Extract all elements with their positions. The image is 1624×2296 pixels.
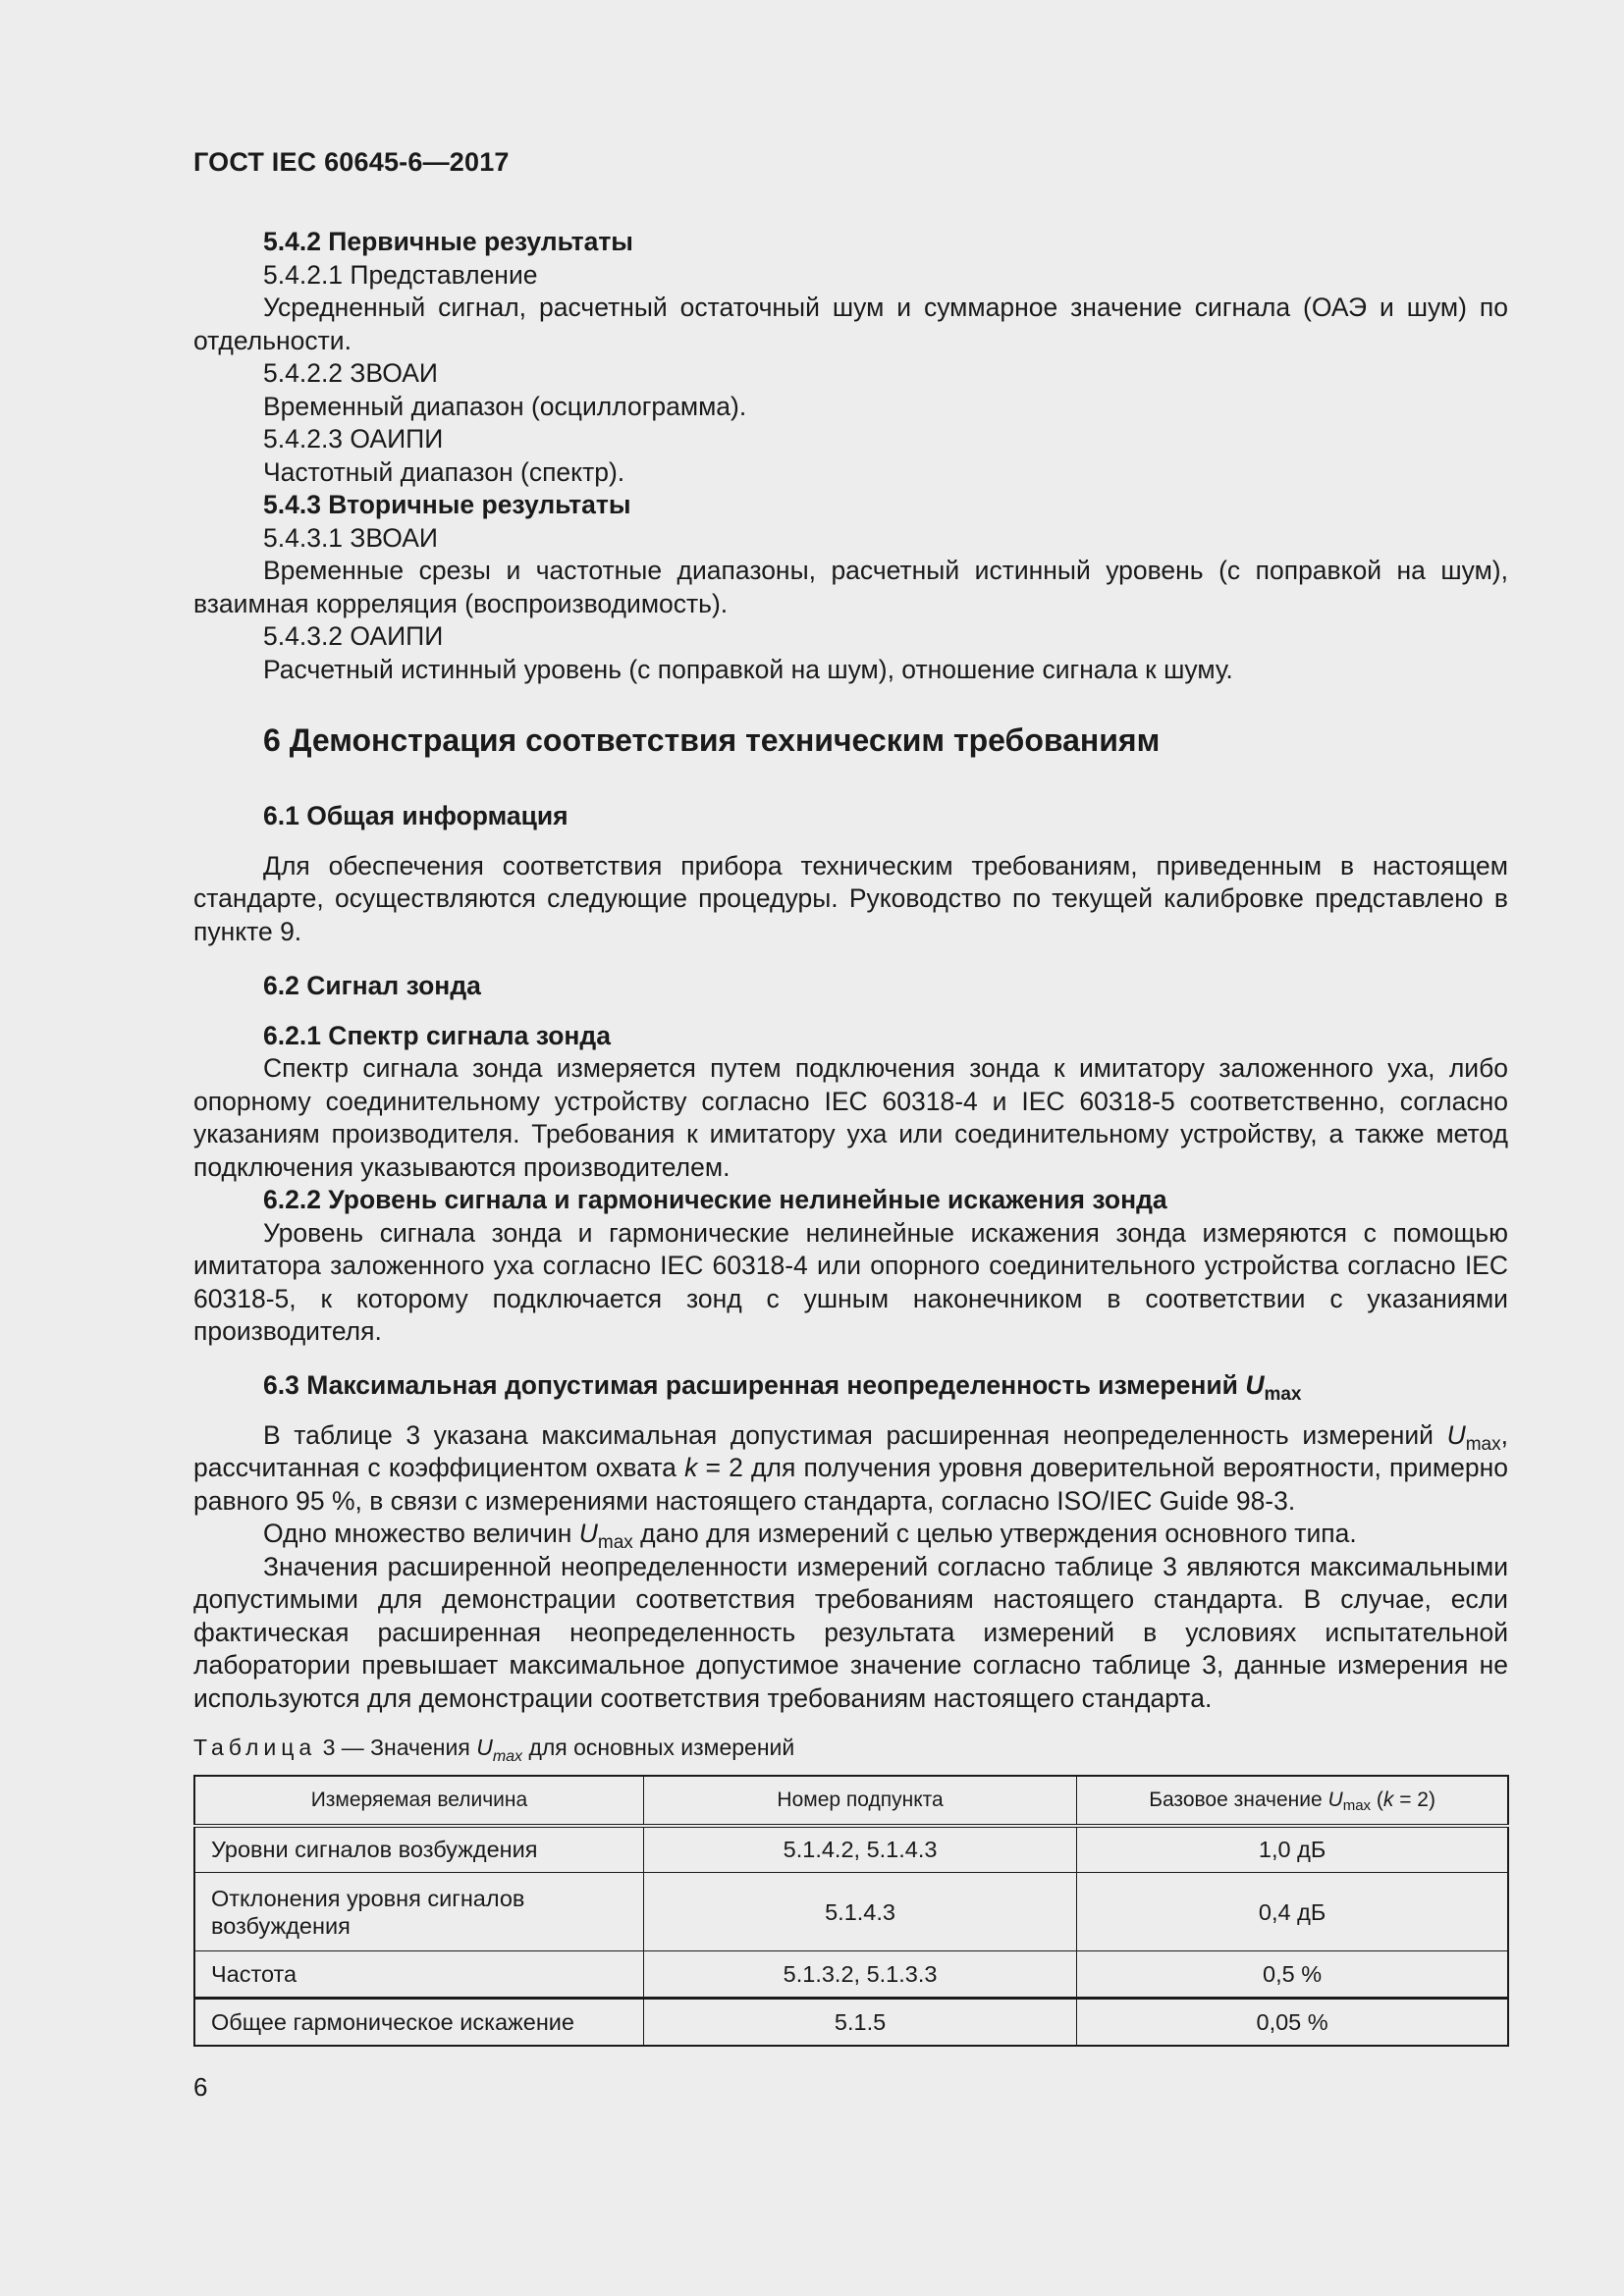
- umax-symbol: U: [476, 1735, 493, 1760]
- cell-quantity: Общее гармоническое искажение: [194, 1999, 643, 2046]
- section-6-3: [193, 1369, 1508, 1715]
- subsection-title: 5.4.2.2 ЗВОАИ: [263, 358, 438, 388]
- cell-clause: 5.1.4.2, 5.1.4.3: [643, 1826, 1076, 1873]
- umax-symbol: U: [1245, 1370, 1265, 1400]
- header-cell-value: [1077, 1776, 1508, 1826]
- table-row: [194, 1999, 1508, 2046]
- subsection-title: 6.2.1 Спектр сигнала зонда: [263, 1020, 611, 1050]
- paragraph-text: В таблице 3 указана максимальная допустимая расширенная неопределенность измерений: [263, 1419, 1447, 1450]
- paragraph: Усредненный сигнал, расчетный остаточный шум и суммарное значение сигнала (ОАЭ и шум) по отдельности.: [193, 293, 1508, 355]
- section-6-1: [193, 800, 1508, 948]
- subsection-title: 5.4.2.1 Представление: [263, 259, 538, 290]
- section-title: 6.1 Общая информация: [263, 801, 568, 830]
- paragraph: Расчетный истинный уровень (с поправкой на шум), отношение сигнала к шуму.: [263, 654, 1233, 684]
- k-symbol: k: [684, 1453, 698, 1482]
- paragraph: Значения расширенной неопределенности измерений согласно таблице 3 являются максимальными допустимыми для демонстрации соответствия требованиям настоящего стандарта. В случае, если фактическая расширенная неопределенность результата измерений в условиях испытательной лаборатории превышает максимальное допустимое значение согласно таблице 3, данные измерения не используются для демонстрации соответствия требованиям настоящего стандарта.: [193, 1551, 1508, 1713]
- paragraph: [193, 1419, 1508, 1519]
- header-cell-clause: Номер подпункта: [643, 1776, 1076, 1826]
- table-header-row: [194, 1776, 1508, 1826]
- caption-word: Таблица: [193, 1735, 317, 1760]
- cell-clause: 5.1.3.2, 5.1.3.3: [643, 1951, 1076, 1999]
- umax-symbol: U: [1446, 1419, 1466, 1450]
- paragraph-text: Одно множество величин: [263, 1519, 579, 1548]
- paragraph-text: , рассчитанная с коэффициентом охвата: [193, 1419, 1508, 1482]
- umax-subscript: max: [1264, 1384, 1302, 1405]
- page-number: 6: [193, 2072, 208, 2102]
- header-text: = 2): [1393, 1788, 1435, 1811]
- section-title: 5.4.3 Вторичные результаты: [263, 490, 631, 519]
- paragraph: Уровень сигнала зонда и гармонические нелинейные искажения зонда измеряются с помощью имитатора заложенного уха согласно IEC 60318-4 или опорного соединительного устройства согласно IEC 60318-5, к которому подключается зонд с ушным наконечником в соответствии с указаниями производителя.: [193, 1217, 1508, 1346]
- header-cell-quantity: Измеряемая величина: [194, 1776, 643, 1826]
- paragraph: Для обеспечения соответствия прибора техническим требованиям, приведенным в настоящем стандарте, осуществляются следующие процедуры. Руководство по текущей калибровке представлено в пункте 9.: [193, 850, 1508, 946]
- subsection-title: 5.4.3.1 ЗВОАИ: [263, 522, 438, 553]
- data-table: [193, 1775, 1509, 2047]
- umax-symbol: U: [578, 1519, 598, 1548]
- paragraph-text: = 2 для получения уровня доверительной вероятности, примерно равного 95 %, в связи с измерениями настоящего стандарта, согласно ISO/IEC Guide 98-3.: [193, 1453, 1508, 1516]
- paragraph: [193, 1518, 1508, 1551]
- cell-quantity: Частота: [194, 1951, 643, 1999]
- section-title: [193, 1369, 1508, 1403]
- table-row: [194, 1873, 1508, 1951]
- section-5-4-2: [193, 226, 1508, 686]
- chapter-title: 6 Демонстрация соответствия техническим требованиям: [263, 722, 1161, 758]
- caption-text: 3 — Значения: [316, 1735, 477, 1760]
- document-header: ГОСТ IEC 60645-6—2017: [193, 147, 510, 177]
- cell-quantity: Отклонения уровня сигналов возбуждения: [194, 1873, 643, 1951]
- cell-value: 0,05 %: [1077, 1999, 1508, 2046]
- cell-value: 0,5 %: [1077, 1951, 1508, 1999]
- caption-text: для основных измерений: [522, 1735, 795, 1760]
- paragraph-text: дано для измерений с целью утверждения основного типа.: [632, 1519, 1357, 1548]
- section-6-2: [193, 970, 1508, 1349]
- paragraph: Частотный диапазон (спектр).: [263, 456, 625, 487]
- cell-value: 1,0 дБ: [1077, 1826, 1508, 1873]
- paragraph: Спектр сигнала зонда измеряется путем подключения зонда к имитатору заложенного уха, либо опорному соединительному устройству согласно IEC 60318-4 и IEC 60318-5 соответственно, согласно указаниям производителя. Требования к имитатору уха или соединительному устройству, а также метод подключения указываются производителем.: [193, 1053, 1508, 1182]
- table-row: [194, 1951, 1508, 1999]
- umax-subscript: [493, 1748, 522, 1765]
- umax-subscript: max: [1342, 1796, 1372, 1814]
- table-3: [193, 1732, 1510, 2047]
- umax-subscript: max: [1465, 1433, 1501, 1455]
- section-title-text: 6.3 Максимальная допустимая расширенная неопределенность измерений: [263, 1370, 1246, 1400]
- umax-symbol: U: [1327, 1788, 1343, 1811]
- table-row: [194, 1826, 1508, 1873]
- cell-quantity: Уровни сигналов возбуждения: [194, 1826, 643, 1873]
- subscript-text: max: [492, 1748, 523, 1765]
- subsection-title: 5.4.2.3 ОАИПИ: [263, 424, 444, 454]
- section-title: 5.4.2 Первичные результаты: [263, 227, 633, 256]
- header-text: Базовое значение: [1149, 1788, 1328, 1811]
- subsection-title: 6.2.2 Уровень сигнала и гармонические нелинейные искажения зонда: [263, 1185, 1167, 1214]
- table-caption: [193, 1732, 1510, 1765]
- section-title: 6.2 Сигнал зонда: [263, 971, 481, 1000]
- paragraph: Временный диапазон (осциллограмма).: [263, 391, 747, 421]
- section-6-heading: [193, 724, 1508, 758]
- paragraph: Временные срезы и частотные диапазоны, расчетный истинный уровень (с поправкой на шум), взаимная корреляция (воспроизводимость).: [193, 556, 1508, 618]
- cell-clause: 5.1.5: [643, 1999, 1076, 2046]
- subsection-title: 5.4.3.2 ОАИПИ: [263, 621, 444, 651]
- header-text: (: [1371, 1788, 1383, 1811]
- cell-clause: 5.1.4.3: [643, 1873, 1076, 1951]
- k-symbol: k: [1382, 1788, 1394, 1811]
- cell-value: 0,4 дБ: [1077, 1873, 1508, 1951]
- umax-subscript: max: [597, 1532, 633, 1553]
